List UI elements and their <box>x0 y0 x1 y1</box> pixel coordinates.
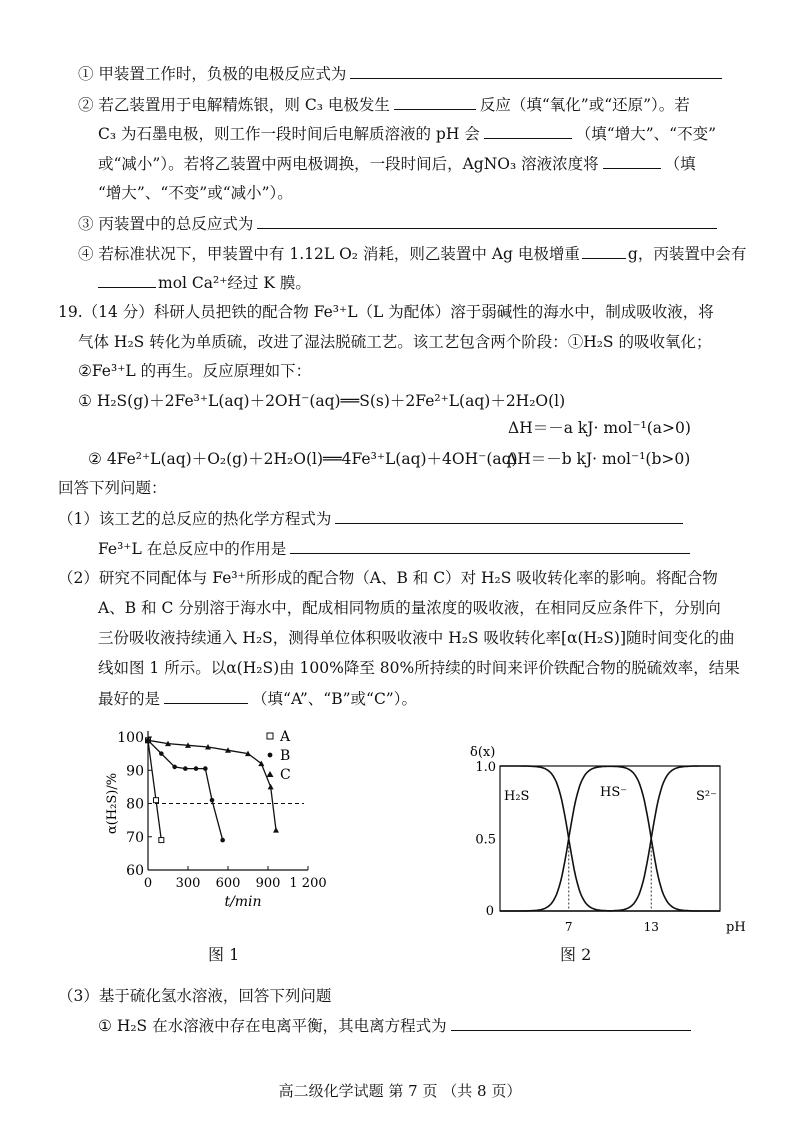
series-B-point <box>194 766 199 771</box>
x-axis-label: pH <box>726 920 746 935</box>
legend-B-marker <box>268 753 273 758</box>
series-C-point <box>268 784 274 790</box>
q19-intro-line1: 19.（14 分）科研人员把铁的配合物 Fe³⁺L（L 为配体）溶于弱碱性的海水中，制成吸收液，将 <box>58 303 714 321</box>
x-axis-label: t/min <box>224 894 262 910</box>
y-axis-label: δ(x) <box>470 745 496 760</box>
legend-B-label: B <box>280 748 291 764</box>
y-tick-label: 0 <box>485 904 494 919</box>
y-tick-label: 0.5 <box>475 832 496 848</box>
series-B-point <box>159 751 164 756</box>
legend-A-marker <box>267 733 273 739</box>
q19-intro-line2: 气体 H₂S 转化为单质硫，改进了湿法脱硫工艺。该工艺包含两个阶段：①H₂S 的吸收氧化； <box>78 333 712 351</box>
answer-blank[interactable] <box>451 1014 691 1031</box>
series-A-point <box>159 838 164 843</box>
series-A-point <box>154 798 159 803</box>
q18-item2-line4: “增大”、“不变”或“减小”）。 <box>98 184 293 202</box>
answer-blank[interactable] <box>582 242 626 259</box>
label-S2: S²⁻ <box>696 789 717 804</box>
answer-blank[interactable] <box>257 212 717 229</box>
q18-item4-line2: mol Ca²⁺经过 K 膜。 <box>98 271 311 294</box>
figure-1-chart <box>100 722 330 922</box>
series-C-line <box>148 740 276 830</box>
figure-2 <box>460 735 746 945</box>
label-H2S: H₂S <box>504 789 530 804</box>
q18-item3: ③ 丙装置中的总反应式为 <box>78 212 717 235</box>
q19-sub3-item1: ① H₂S 在水溶液中存在电离平衡，其电离方程式为 <box>98 1014 691 1037</box>
x-tick-label: 0 <box>143 876 153 891</box>
label-HS: HS⁻ <box>600 785 628 800</box>
y-tick-label: 60 <box>126 863 144 879</box>
q19-sub2-line2: A、B 和 C 分别溶于海水中，配成相同物质的量浓度的吸收液，在相同反应条件下，分别向 <box>98 599 721 617</box>
legend-C-label: C <box>280 767 291 783</box>
y-tick-label: 90 <box>126 763 144 780</box>
answer-blank[interactable] <box>335 507 683 524</box>
y-tick-label: 100 <box>117 730 144 746</box>
x-tick-label: 1 200 <box>289 876 327 891</box>
equation-2: ② 4Fe²⁺L(aq)＋O₂(g)＋2H₂O(l)══4Fe³⁺L(aq)＋4OH⁻(aq) <box>88 450 518 468</box>
q19-intro-line3: ②Fe³⁺L 的再生。反应原理如下： <box>78 362 312 380</box>
series-A-line <box>148 740 161 840</box>
legend-A-label: A <box>280 729 291 745</box>
series-B-point <box>203 766 208 771</box>
q19-sub1-line2: Fe³⁺L 在总反应中的作用是 <box>98 537 690 560</box>
q18-item2-line3: 或“减小”）。若将乙装置中两电极调换，一段时间后，AgNO₃ 溶液浓度将 （填 <box>98 152 696 175</box>
x-tick-label: 13 <box>643 920 659 934</box>
figure-2-chart <box>460 735 746 945</box>
figure-1-caption: 图 1 <box>208 945 240 964</box>
legend-C-marker <box>267 771 274 777</box>
q19-sub2-line5: 最好的是 （填“A”、“B”或“C”）。 <box>98 687 417 710</box>
answer-blank[interactable] <box>290 537 690 554</box>
x-tick-label: 900 <box>255 876 281 891</box>
q19-sub2-line3: 三份吸收液持续通入 H₂S，测得单位体积吸收液中 H₂S 吸收转化率[α(H₂S)]随时间变化的曲 <box>98 629 735 647</box>
x-tick-label: 600 <box>215 876 241 891</box>
q18-item2-line1: ② 若乙装置用于电解精炼银，则 C₃ 电极发生 反应（填“氧化”或“还原”）。若 <box>78 93 690 116</box>
y-tick-label: 70 <box>126 829 144 846</box>
answer-blank[interactable] <box>164 687 248 704</box>
series-B-point <box>183 766 188 771</box>
q18-item4-line1: ④ 若标准状况下，甲装置中有 1.12L O₂ 消耗，则乙装置中 Ag 电极增重 g，丙装置中会有 <box>78 242 746 265</box>
figure-1 <box>100 722 330 922</box>
q19-sub3: （3）基于硫化氢水溶液，回答下列问题 <box>58 987 332 1005</box>
answer-blank[interactable] <box>603 152 661 169</box>
series-B-point <box>210 798 215 803</box>
page-footer: 高二级化学试题 第 7 页 （共 8 页） <box>278 1082 522 1100</box>
q18-item1: ① 甲装置工作时，负极的电极反应式为 <box>78 62 722 85</box>
answer-blank[interactable] <box>484 122 572 139</box>
equation-1-enthalpy: ΔH＝－a kJ· mol⁻¹(a>0) <box>508 419 691 437</box>
q19-sub1-line1: （1）该工艺的总反应的热化学方程式为 <box>58 507 683 530</box>
answer-blank[interactable] <box>98 271 156 288</box>
series-C-point <box>273 827 279 833</box>
series-B-point <box>172 765 177 770</box>
x-tick-label: 7 <box>564 920 573 934</box>
answer-blank[interactable] <box>394 93 476 110</box>
q18-item2-line2: C₃ 为石墨电极，则工作一段时间后电解质溶液的 pH 会 （填“增大”、“不变” <box>98 122 716 145</box>
answer-prompt: 回答下列问题： <box>58 479 167 497</box>
q19-sub2-line1: （2）研究不同配体与 Fe³⁺所形成的配合物（A、B 和 C）对 H₂S 吸收转化率的影响。将配合物 <box>58 569 718 587</box>
answer-blank[interactable] <box>350 62 722 79</box>
equation-1: ① H₂S(g)＋2Fe³⁺L(aq)＋2OH⁻(aq)══S(s)＋2Fe²⁺L(aq)＋2H₂O(l) <box>78 392 566 410</box>
y-axis-label: α(H₂S)/% <box>105 772 120 835</box>
y-tick-label: 1.0 <box>475 760 496 775</box>
series-B-point <box>220 838 225 843</box>
x-tick-label: 300 <box>175 876 201 891</box>
q19-sub2-line4: 线如图 1 所示。以α(H₂S)由 100%降至 80%所持续的时间来评价铁配合物的脱硫效率，结果 <box>98 659 740 677</box>
y-tick-label: 80 <box>126 796 144 813</box>
figure-2-caption: 图 2 <box>560 945 592 964</box>
equation-2-enthalpy: ΔH＝－b kJ· mol⁻¹(b>0) <box>506 450 691 468</box>
